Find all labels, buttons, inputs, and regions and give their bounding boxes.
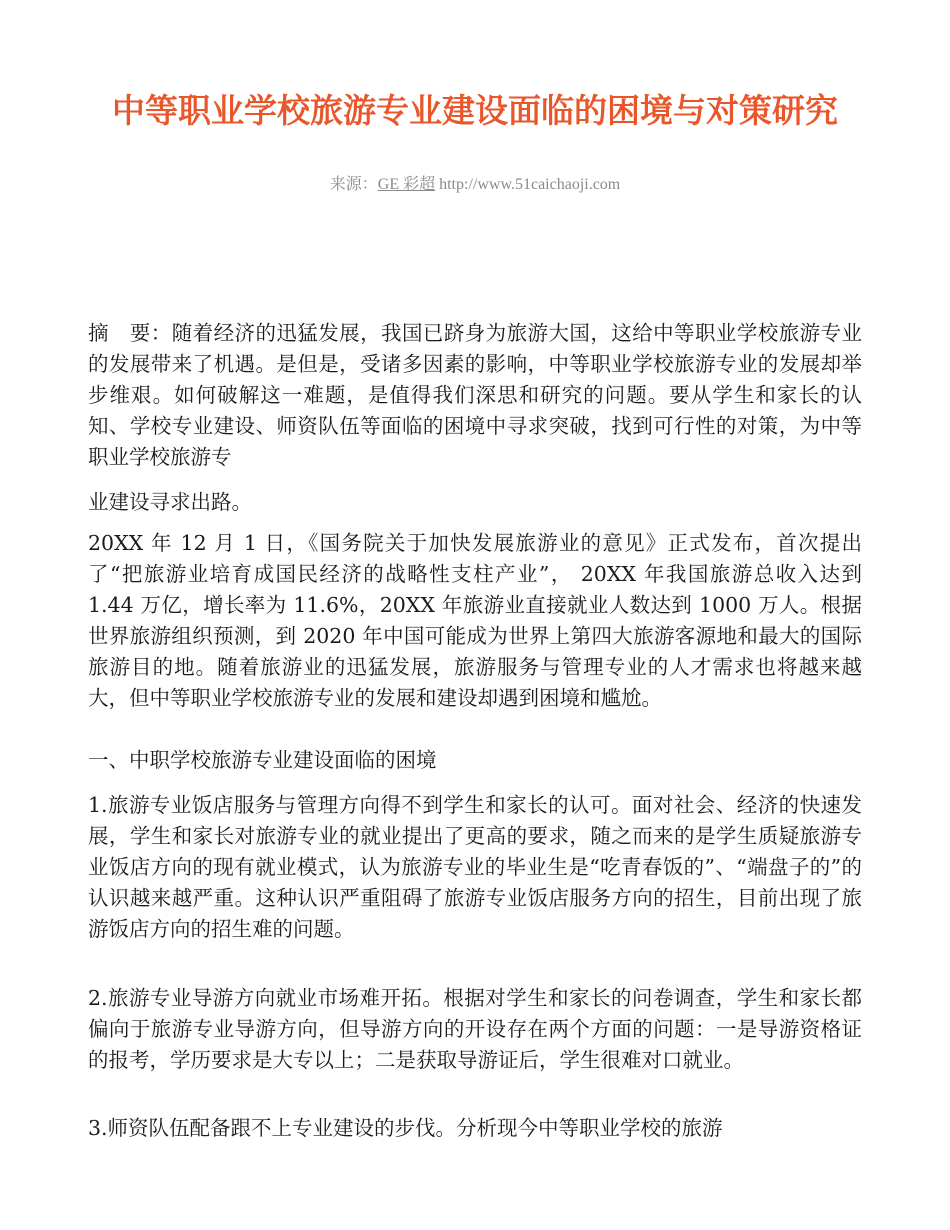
section-heading: 一、中职学校旅游专业建设面临的困境 bbox=[88, 748, 437, 772]
source-link[interactable]: GE 彩超 bbox=[377, 176, 436, 193]
list-item-2: 2.旅游专业导游方向就业市场难开拓。根据对学生和家长的问卷调查，学生和家长都偏向于旅游专业导游方向，但导游方向的开设存在两个方面的问题：一是导游资格证的报考，学历要求是大专以上；二是获取导游证后，学生很难对口就业。 bbox=[88, 986, 862, 1072]
abstract-paragraph-end: 业建设寻求出路。 bbox=[88, 490, 252, 514]
source-line bbox=[0, 174, 950, 196]
document-title: 中等职业学校旅游专业建设面临的困境与对策研究 bbox=[112, 91, 838, 130]
list-item-3: 3.师资队伍配备跟不上专业建设的步伐。分析现今中等职业学校的旅游 bbox=[88, 1116, 723, 1140]
intro-paragraph: 20XX 年 12 月 1 日，《国务院关于加快发展旅游业的意见》正式发布，首次提出了“把旅游业培育成国民经济的战略性支柱产业”， 20XX 年我国旅游总收入达到 1.44 万亿，增长率为 11.6%，20XX 年旅游业直接就业人数达到 1000 万人。根据世界旅游组织预测，到 2020 年中国可能成为世界上第四大旅游客源地和最大的国际旅游目的地。随着旅游业的迅猛发展，旅游服务与管理专业的人才需求也将越来越大，但中等职业学校旅游专业的发展和建设却遇到困境和尴尬。 bbox=[88, 531, 862, 710]
list-item-1: 1.旅游专业饭店服务与管理方向得不到学生和家长的认可。面对社会、经济的快速发展，学生和家长对旅游专业的就业提出了更高的要求，随之而来的是学生质疑旅游专业饭店方向的现有就业模式，认为旅游专业的毕业生是“吃青春饭的”、“端盘子的”的认识越来越严重。这种认识严重阻碍了旅游专业饭店服务方向的招生，目前出现了旅游饭店方向的招生难的问题。 bbox=[88, 793, 862, 941]
abstract-paragraph: 摘 要：随着经济的迅猛发展，我国已跻身为旅游大国，这给中等职业学校旅游专业的发展带来了机遇。是但是，受诸多因素的影响，中等职业学校旅游专业的发展却举步维艰。如何破解这一难题，是值得我们深思和研究的问题。要从学生和家长的认知、学校专业建设、师资队伍等面临的困境中寻求突破，找到可行性的对策，为中等职业学校旅游专 bbox=[88, 321, 862, 469]
source-url: http://www.51caichaoji.com bbox=[435, 176, 621, 193]
source-prefix: 来源： bbox=[329, 176, 378, 193]
